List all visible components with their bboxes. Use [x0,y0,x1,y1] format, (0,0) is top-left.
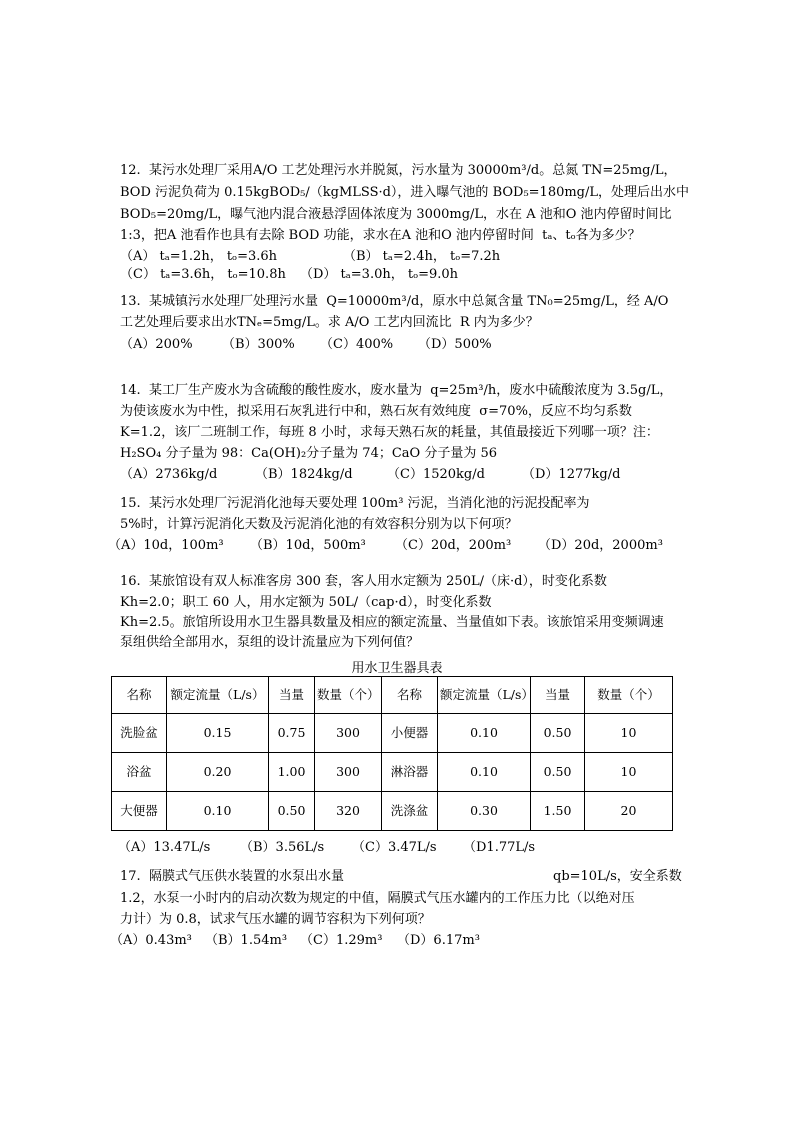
table-cell: 0.10 [438,714,531,753]
q15-option-b: （B）10d，500m³ [250,538,366,553]
fixture-table [111,676,673,831]
q13-line-1: 13. 某城镇污水处理厂处理污水量 Q=10000m³/d，原水中总氮含量 TN₀=25mg/L，经 A/O [120,294,669,309]
table-cell: 320 [315,792,382,831]
q12-line-1: 12. 某污水处理厂采用A/O 工艺处理污水并脱氮，污水量为 30000m³/d。总氮 TN=25mg/L， [120,163,677,178]
q13-line-2: 工艺处理后要求出水TNₑ=5mg/L。求 A/O 工艺内回流比 R 内为多少？ [120,315,539,330]
q14-option-b: （B）1824kg/d [255,467,353,482]
table-cell: 淋浴器 [382,753,438,792]
q12-line-2: BOD 污泥负荷为 0.15kgBOD₅/（kgMLSS·d），进入曝气池的 BOD₅=180mg/L，处理后出水中 [120,185,690,200]
table-cell: 300 [315,753,382,792]
table-row [112,714,673,753]
q17-line-3: 力计）为 0.8，试求气压水罐的调节容积为下列何项？ [120,912,431,927]
q16-line-2: Kh=2.0；职工 60 人，用水定额为 50L/（cap·d），时变化系数 [120,595,492,610]
q15-option-c: （C）20d，200m³ [395,538,512,553]
table-cell: 20 [585,792,673,831]
table-cell: 0.20 [167,753,269,792]
q14-line-4: H₂SO₄ 分子量为 98：Ca(OH)₂分子量为 74；CaO 分子量为 56 [120,446,498,461]
q14-option-d: （D）1277kg/d [522,467,621,482]
q12-option-a: （A） tₐ=1.2h， tₒ=3.6h [120,249,278,264]
table-cell: 洗脸盆 [112,714,167,753]
q12-option-c: （C） tₐ=3.6h， tₒ=10.8h [120,267,286,282]
q16-line-4: 泵组供给全部用水，泵组的设计流量应为下列何值？ [120,635,420,650]
table-row [112,753,673,792]
q14-option-a: （A）2736kg/d [120,467,218,482]
header-rated-flow: 额定流量（L/s） [438,677,531,714]
q14-line-3: K=1.2，该厂二班制工作，每班 8 小时，求每天熟石灰的耗量，其值最接近下列哪一项？注： [120,425,659,440]
table-cell: 1.00 [269,753,315,792]
header-quantity: 数量（个） [315,677,382,714]
header-equivalent: 当量 [531,677,585,714]
header-quantity: 数量（个） [585,677,673,714]
q13-option-a: （A）200% [120,337,193,352]
q15-option-d: （D）20d，2000m³ [538,538,663,553]
q14-option-c: （C）1520kg/d [387,467,485,482]
q17-option-a: （A）0.43m³ [110,933,192,948]
header-name: 名称 [382,677,438,714]
table-cell: 0.15 [167,714,269,753]
q14-line-2: 为使该废水为中性，拟采用石灰乳进行中和，熟石灰有效纯度 σ=70%，反应不均匀系数 [120,404,632,419]
q13-option-d: （D）500% [418,337,492,352]
header-rated-flow: 额定流量（L/s） [167,677,269,714]
table-cell: 0.50 [531,714,585,753]
q15-option-a: （A）10d，100m³ [108,538,224,553]
table-cell: 0.75 [269,714,315,753]
q16-option-b: （B）3.56L/s [240,840,325,855]
q12-option-d: （D） tₐ=3.0h， tₒ=9.0h [300,267,459,282]
table-cell: 0.10 [438,753,531,792]
table-cell: 大便器 [112,792,167,831]
q12-line-3: BOD₅=20mg/L，曝气池内混合液悬浮固体浓度为 3000mg/L，水在 A 池和O 池内停留时间比 [120,207,672,222]
header-name: 名称 [112,677,167,714]
q17-line-2: 1.2，水泵一小时内的启动次数为规定的中值，隔膜式气压水罐内的工作压力比（以绝对压 [120,891,635,906]
q17-option-d: （D）6.17m³ [397,933,480,948]
q16-option-d: （D1.77L/s [463,840,536,855]
q16-option-c: （C）3.47L/s [352,840,437,855]
table-cell: 300 [315,714,382,753]
table-cell: 10 [585,714,673,753]
q14-line-1: 14. 某工厂生产废水为含硫酸的酸性废水，废水量为 q=25m³/h，废水中硫酸浓度为 3.5g/L， [120,383,673,398]
q12-line-4: 1:3，把A 池看作也具有去除 BOD 功能，求水在A 池和O 池内停留时间 tₐ、tₒ各为多少？ [120,228,641,243]
table-cell: 洗涤盆 [382,792,438,831]
q15-line-2: 5%时，计算污泥消化天数及污泥消化池的有效容积分别为以下何项？ [120,517,518,532]
q13-option-b: （B）300% [222,337,295,352]
table-cell: 浴盆 [112,753,167,792]
table-cell: 小便器 [382,714,438,753]
table-row [112,792,673,831]
q13-option-c: （C）400% [320,337,394,352]
q16-line-3: Kh=2.5。旅馆所设用水卫生器具数量及相应的额定流量、当量值如下表。该旅馆采用变频调速 [120,615,664,630]
table-cell: 0.30 [438,792,531,831]
q17-option-c: （C）1.29m³ [300,933,383,948]
q17-option-b: （B）1.54m³ [205,933,288,948]
table-cell: 0.10 [167,792,269,831]
table-cell: 0.50 [531,753,585,792]
q15-line-1: 15. 某污水处理厂污泥消化池每天要处理 100m³ 污泥，当消化池的污泥投配率为 [120,496,590,511]
table-cell: 10 [585,753,673,792]
table-title: 用水卫生器具表 [351,661,443,676]
q17-line-1b: qb=10L/s，安全系数 [553,869,682,884]
table-header-row [112,677,673,714]
q16-option-a: （A）13.47L/s [118,840,211,855]
q12-option-b: （B） tₐ=2.4h， tₒ=7.2h [343,249,501,264]
table-cell: 1.50 [531,792,585,831]
table-cell: 0.50 [269,792,315,831]
header-equivalent: 当量 [269,677,315,714]
q17-line-1a: 17. 隔膜式气压供水装置的水泵出水量 [120,869,344,884]
q16-line-1: 16. 某旅馆设有双人标准客房 300 套，客人用水定额为 250L/（床·d），时变化系数 [120,574,607,589]
